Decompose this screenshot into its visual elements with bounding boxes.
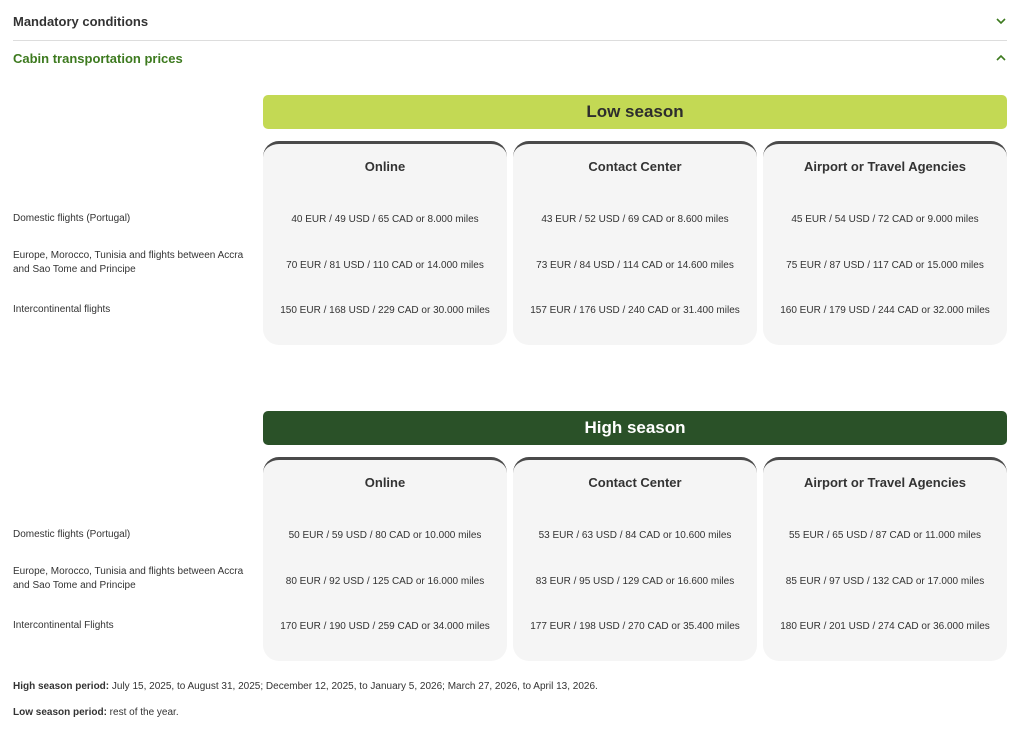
high-season-header: High season xyxy=(263,411,1007,445)
card-title: Online xyxy=(364,159,406,174)
high-season-section xyxy=(13,411,1007,665)
note-text: rest of the year. xyxy=(106,707,179,718)
note-label: Low season period: xyxy=(13,707,107,718)
row-label-europe: Europe, Morocco, Tunisia and flights between Accra and Sao Tome and Principe xyxy=(13,566,244,591)
low-season-period-note xyxy=(13,707,179,718)
price-europe: 73 EUR / 84 USD / 114 CAD or 14.600 miles xyxy=(536,260,734,271)
card-title: Airport or Travel Agencies xyxy=(803,475,967,490)
price-domestic: 43 EUR / 52 USD / 69 CAD or 8.600 miles xyxy=(541,214,729,225)
price-europe: 80 EUR / 92 USD / 125 CAD or 16.000 miles xyxy=(285,576,485,587)
row-label-domestic: Domestic flights (Portugal) xyxy=(13,529,131,540)
price-intercontinental: 170 EUR / 190 USD / 259 CAD or 34.000 miles xyxy=(280,621,490,632)
low-season-section xyxy=(13,95,1007,349)
price-intercontinental: 180 EUR / 201 USD / 274 CAD or 36.000 miles xyxy=(780,621,990,632)
price-europe: 85 EUR / 97 USD / 132 CAD or 17.000 miles xyxy=(785,576,985,587)
note-label: High season period: xyxy=(13,681,110,692)
price-domestic: 50 EUR / 59 USD / 80 CAD or 10.000 miles xyxy=(288,530,482,541)
price-europe: 83 EUR / 95 USD / 129 CAD or 16.600 miles xyxy=(535,576,735,587)
accordion-mandatory-conditions[interactable] xyxy=(13,10,1007,32)
price-domestic: 55 EUR / 65 USD / 87 CAD or 11.000 miles xyxy=(788,530,982,541)
price-card-airport-travel-agencies xyxy=(763,141,1007,345)
row-label-domestic: Domestic flights (Portugal) xyxy=(13,213,131,224)
chevron-down-icon[interactable] xyxy=(995,15,1007,27)
price-domestic: 40 EUR / 49 USD / 65 CAD or 8.000 miles xyxy=(291,214,479,225)
price-card-online xyxy=(263,141,507,345)
price-card-contact-center xyxy=(513,457,757,661)
low-season-header: Low season xyxy=(263,95,1007,129)
card-title: Contact Center xyxy=(588,475,682,490)
divider xyxy=(13,40,1007,41)
price-card-online xyxy=(263,457,507,661)
card-title: Online xyxy=(364,475,406,490)
price-intercontinental: 150 EUR / 168 USD / 229 CAD or 30.000 miles xyxy=(280,305,490,316)
price-card-airport-travel-agencies xyxy=(763,457,1007,661)
price-intercontinental: 160 EUR / 179 USD / 244 CAD or 32.000 miles xyxy=(780,305,990,316)
price-card-contact-center xyxy=(513,141,757,345)
price-europe: 70 EUR / 81 USD / 110 CAD or 14.000 miles xyxy=(286,260,484,271)
accordion-cabin-transportation-prices[interactable] xyxy=(13,47,1007,69)
chevron-up-icon[interactable] xyxy=(995,52,1007,64)
price-domestic: 53 EUR / 63 USD / 84 CAD or 10.600 miles xyxy=(538,530,732,541)
accordion-label: Mandatory conditions xyxy=(13,13,149,29)
row-label-europe: Europe, Morocco, Tunisia and flights between Accra and Sao Tome and Principe xyxy=(13,250,244,275)
price-europe: 75 EUR / 87 USD / 117 CAD or 15.000 miles xyxy=(786,260,984,271)
price-intercontinental: 177 EUR / 198 USD / 270 CAD or 35.400 miles xyxy=(530,621,740,632)
card-title: Airport or Travel Agencies xyxy=(803,159,967,174)
accordion-label: Cabin transportation prices xyxy=(13,50,183,66)
row-label-intercontinental: Intercontinental Flights xyxy=(13,620,114,631)
high-season-period-note xyxy=(13,681,598,692)
note-text: July 15, 2025, to August 31, 2025; December 12, 2025, to January 5, 2026; March 27, 2026, to April 13, 2026. xyxy=(109,681,598,692)
card-title: Contact Center xyxy=(588,159,682,174)
price-domestic: 45 EUR / 54 USD / 72 CAD or 9.000 miles xyxy=(791,214,979,225)
price-intercontinental: 157 EUR / 176 USD / 240 CAD or 31.400 miles xyxy=(530,305,740,316)
row-label-intercontinental: Intercontinental flights xyxy=(13,304,111,315)
